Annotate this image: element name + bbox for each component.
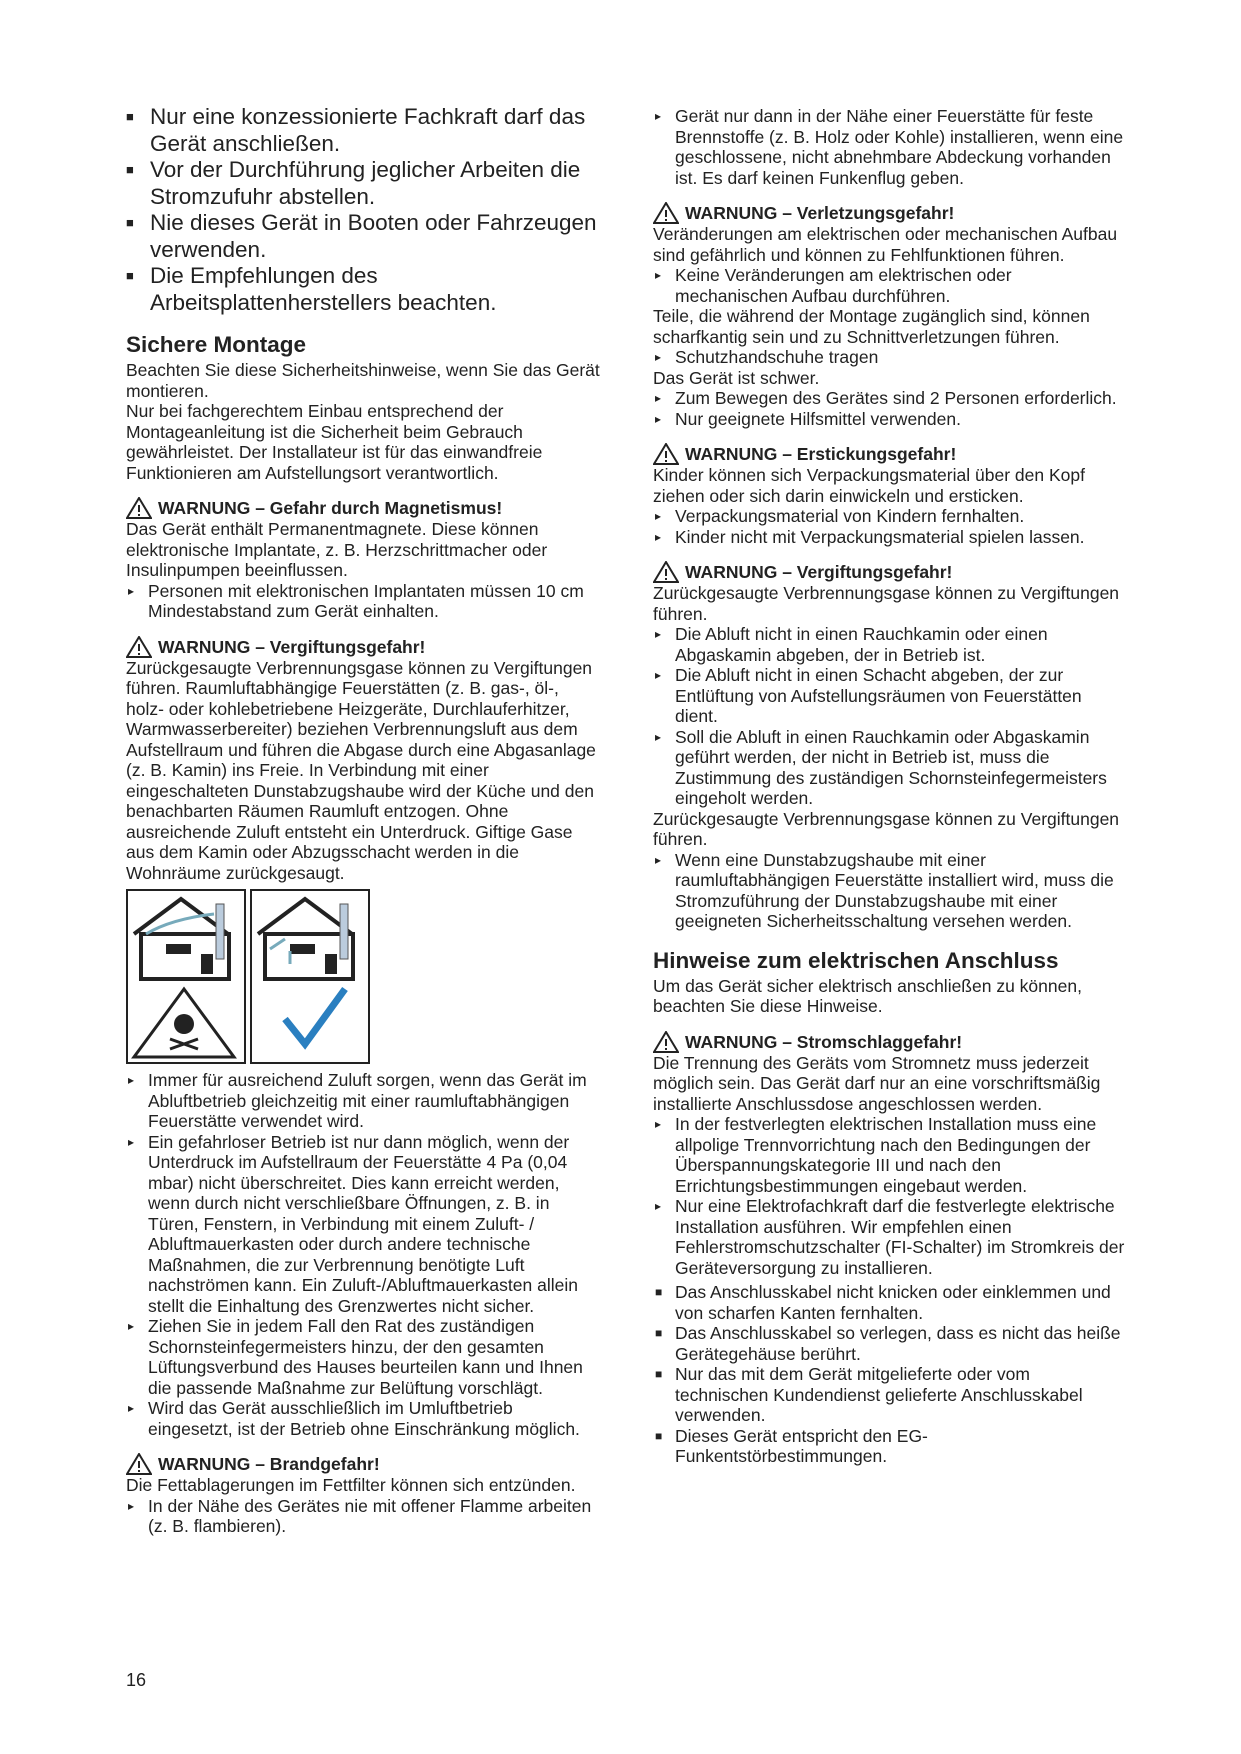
square-list <box>653 1282 1128 1467</box>
paragraph: Zurückgesaugte Verbrennungsgase können zu Vergiftungen führen. <box>653 583 1120 624</box>
list-item: ▸ Wird das Gerät ausschließlich im Umluftbetrieb eingesetzt, ist der Betrieb ohne Einschränkung möglich. <box>126 1398 601 1439</box>
arrow-list <box>653 850 1128 932</box>
paragraph: Veränderungen am elektrischen oder mechanischen Aufbau sind gefährlich und können zu Fehlfunktionen führen. <box>653 224 1118 265</box>
list-item: ▸ Ein gefahrloser Betrieb ist nur dann möglich, wenn der Unterdruck im Aufstellraum der Feuerstätte 4 Pa (0,04 mbar) nicht überschreitet. Dies kann erreicht werden, wenn durch nicht verschließbare Öffnungen, z. B. in Türen, Fenstern, in Verbindung mit einem Zuluft- / Abluftmauerkasten oder durch andere technische Maßnahmen, die zur Verbrennung benötigte Luft nachströmen kann. Ein Zuluft-/Abluftmauerkasten allein stellt die Einhaltung des Grenzwertes nicht sicher. <box>126 1132 601 1317</box>
arrow-list <box>653 106 1128 188</box>
list-item: ■ Nur eine konzessionierte Fachkraft darf das Gerät anschließen. <box>126 104 601 157</box>
paragraph: Das Gerät ist schwer. <box>653 367 820 388</box>
list-item: ■ Das Anschlusskabel so verlegen, dass es nicht das heiße Gerätegehäuse berührt. <box>653 1323 1128 1364</box>
warning-triangle-icon <box>126 497 152 519</box>
list-item: ▸ Schutzhandschuhe tragen <box>653 347 1128 368</box>
arrow-list <box>126 1496 601 1537</box>
paragraph: Beachten Sie diese Sicherheitshinweise, wenn Sie das Gerät montieren. <box>126 360 600 401</box>
warning-heading: WARNUNG – Brandgefahr! <box>126 1453 601 1475</box>
left-column <box>126 104 601 1537</box>
list-item: ▸ Immer für ausreichend Zuluft sorgen, wenn das Gerät im Abluftbetrieb gleichzeitig mit einer raumluftabhängigen Feuerstätte verwendet wird. <box>126 1070 601 1132</box>
warning-heading: WARNUNG – Gefahr durch Magnetismus! <box>126 497 601 519</box>
list-item: ▸ Ziehen Sie in jedem Fall den Rat des zuständigen Schornsteinfegermeisters hinzu, der den gesamten Lüftungsverbund des Hauses beurteilen kann und Ihnen die passende Maßnahme zur Belüftung vorschlägt. <box>126 1316 601 1398</box>
warning-triangle-icon <box>126 1453 152 1475</box>
warning-heading: WARNUNG – Vergiftungsgefahr! <box>653 561 1128 583</box>
list-item: ▸ Wenn eine Dunstabzugshaube mit einer raumluftabhängigen Feuerstätte installiert wird, muss die Stromzuführung der Dunstabzugshaube mit einer geeigneten Sicherheitsschaltung versehen werden. <box>653 850 1128 932</box>
list-item: ▸ Zum Bewegen des Gerätes sind 2 Personen erforderlich. <box>653 388 1128 409</box>
list-item: ■ Nie dieses Gerät in Booten oder Fahrzeugen verwenden. <box>126 210 601 263</box>
warning-heading: WARNUNG – Vergiftungsgefahr! <box>126 636 601 658</box>
list-item: ■ Dieses Gerät entspricht den EG-Funkentstörbestimmungen. <box>653 1426 1128 1467</box>
arrow-list <box>653 624 1128 809</box>
skull-icon <box>174 1014 194 1034</box>
paragraph: Das Gerät enthält Permanentmagnete. Diese können elektronische Implantate, z. B. Herzschrittmacher oder Insulinpumpen beeinflussen. <box>126 519 548 580</box>
list-item: ■ Das Anschlusskabel nicht knicken oder einklemmen und von scharfen Kanten fernhalten. <box>653 1282 1128 1323</box>
paragraph: Zurückgesaugte Verbrennungsgase können zu Vergiftungen führen. Raumluftabhängige Feuerstätten (z. B. gas-, öl-, holz- oder kohlebetriebene Heizgeräte, Durchlauferhitzer, Warmwasserbereiter) beziehen Verbrennungsluft aus dem Aufstellraum und führen die Abgase durch eine Abgasanlage (z. B. Kamin) ins Freie. In Verbindung mit einer eingeschalteten Dunstabzugshaube wird der Küche und den benachbarten Räumen Raumluft entzogen. Ohne ausreichende Zuluft entsteht ein Unterdruck. Giftige Gase aus dem Kamin oder Abzugsschacht werden in die Wohnräume zurückgesaugt. <box>126 657 596 883</box>
list-item: ▸ Die Abluft nicht in einen Schacht abgeben, der zur Entlüftung von Aufstellungsräumen von Feuerstätten dient. <box>653 665 1128 727</box>
section-heading: Sichere Montage <box>126 332 307 357</box>
arrow-list <box>653 388 1128 429</box>
list-item: ■ Die Empfehlungen des Arbeitsplattenherstellers beachten. <box>126 263 601 316</box>
arrow-list <box>653 1114 1128 1278</box>
warning-triangle-icon <box>653 561 679 583</box>
house-safe-illustration <box>250 889 370 1064</box>
paragraph: Um das Gerät sicher elektrisch anschließen zu können, beachten Sie diese Hinweise. <box>653 975 1082 1016</box>
list-item: ▸ Nur geeignete Hilfsmittel verwenden. <box>653 409 1128 430</box>
warning-triangle-icon <box>653 202 679 224</box>
list-item: ■ Vor der Durchführung jeglicher Arbeiten die Stromzufuhr abstellen. <box>126 157 601 210</box>
warning-triangle-icon <box>126 636 152 658</box>
list-item: ▸ Keine Veränderungen am elektrischen oder mechanischen Aufbau durchführen. <box>653 265 1128 306</box>
right-column <box>653 106 1128 1467</box>
list-item: ▸ Verpackungsmaterial von Kindern fernhalten. <box>653 506 1128 527</box>
list-item: ▸ Gerät nur dann in der Nähe einer Feuerstätte für feste Brennstoffe (z. B. Holz oder Kohle) installieren, wenn eine geschlossene, nicht abnehmbare Abdeckung vorhanden ist. Es darf keinen Funkenflug geben. <box>653 106 1128 188</box>
list-item: ▸ Kinder nicht mit Verpackungsmaterial spielen lassen. <box>653 527 1128 548</box>
arrow-list <box>126 581 601 622</box>
list-item: ▸ Nur eine Elektrofachkraft darf die festverlegte elektrische Installation ausführen. Wir empfehlen einen Fehlerstromschutzschalter (FI-Schalter) im Stromkreis der Geräteversorgung zu installieren. <box>653 1196 1128 1278</box>
paragraph: Teile, die während der Montage zugänglich sind, können scharfkantig sein und zu Schnittverletzungen führen. <box>653 306 1090 347</box>
warning-heading: WARNUNG – Verletzungsgefahr! <box>653 202 1128 224</box>
list-item: ▸ In der Nähe des Gerätes nie mit offener Flamme arbeiten (z. B. flambieren). <box>126 1496 601 1537</box>
page-number: 16 <box>126 1670 147 1690</box>
warning-triangle-icon <box>653 443 679 465</box>
warning-heading: WARNUNG – Stromschlaggefahr! <box>653 1031 1128 1053</box>
list-item: ▸ Soll die Abluft in einen Rauchkamin oder Abgaskamin geführt werden, der nicht in Betrieb ist, muss die Zustimmung des zuständigen Schornsteinfegermeisters eingeholt werden. <box>653 727 1128 809</box>
paragraph: Zurückgesaugte Verbrennungsgase können zu Vergiftungen führen. <box>653 808 1120 849</box>
arrow-list <box>653 506 1128 547</box>
list-item: ▸ Personen mit elektronischen Implantaten müssen 10 cm Mindestabstand zum Gerät einhalten. <box>126 581 601 622</box>
ventilation-figure <box>126 889 601 1064</box>
section-heading: Hinweise zum elektrischen Anschluss <box>653 947 1059 973</box>
list-item: ■ Nur das mit dem Gerät mitgelieferte oder vom technischen Kundendienst gelieferte Anschlusskabel verwenden. <box>653 1364 1128 1426</box>
house-unsafe-illustration <box>126 889 246 1064</box>
paragraph: Die Trennung des Geräts vom Stromnetz muss jederzeit möglich sein. Das Gerät darf nur an eine vorschriftsmäßig installierte Anschlussdose angeschlossen werden. <box>653 1052 1101 1114</box>
warning-triangle-icon <box>653 1031 679 1053</box>
warning-heading: WARNUNG – Erstickungsgefahr! <box>653 443 1128 465</box>
paragraph: Die Fettablagerungen im Fettfilter können sich entzünden. <box>126 1475 576 1495</box>
arrow-list <box>653 347 1128 368</box>
paragraph: Kinder können sich Verpackungsmaterial über den Kopf ziehen oder sich darin einwickeln und ersticken. <box>653 465 1085 506</box>
intro-list <box>126 104 601 316</box>
arrow-list <box>126 1070 601 1439</box>
arrow-list <box>653 265 1128 306</box>
list-item: ▸ In der festverlegten elektrischen Installation muss eine allpolige Trennvorrichtung nach den Bedingungen der Überspannungskategorie III und nach den Errichtungsbestimmungen eingebaut werden. <box>653 1114 1128 1196</box>
paragraph: Nur bei fachgerechtem Einbau entsprechend der Montageanleitung ist die Sicherheit beim Gebrauch gewährleistet. Der Installateur ist für das einwandfreie Funktionieren am Aufstellungsort verantwortlich. <box>126 401 543 483</box>
list-item: ▸ Die Abluft nicht in einen Rauchkamin oder einen Abgaskamin abgeben, der in Betrieb ist. <box>653 624 1128 665</box>
